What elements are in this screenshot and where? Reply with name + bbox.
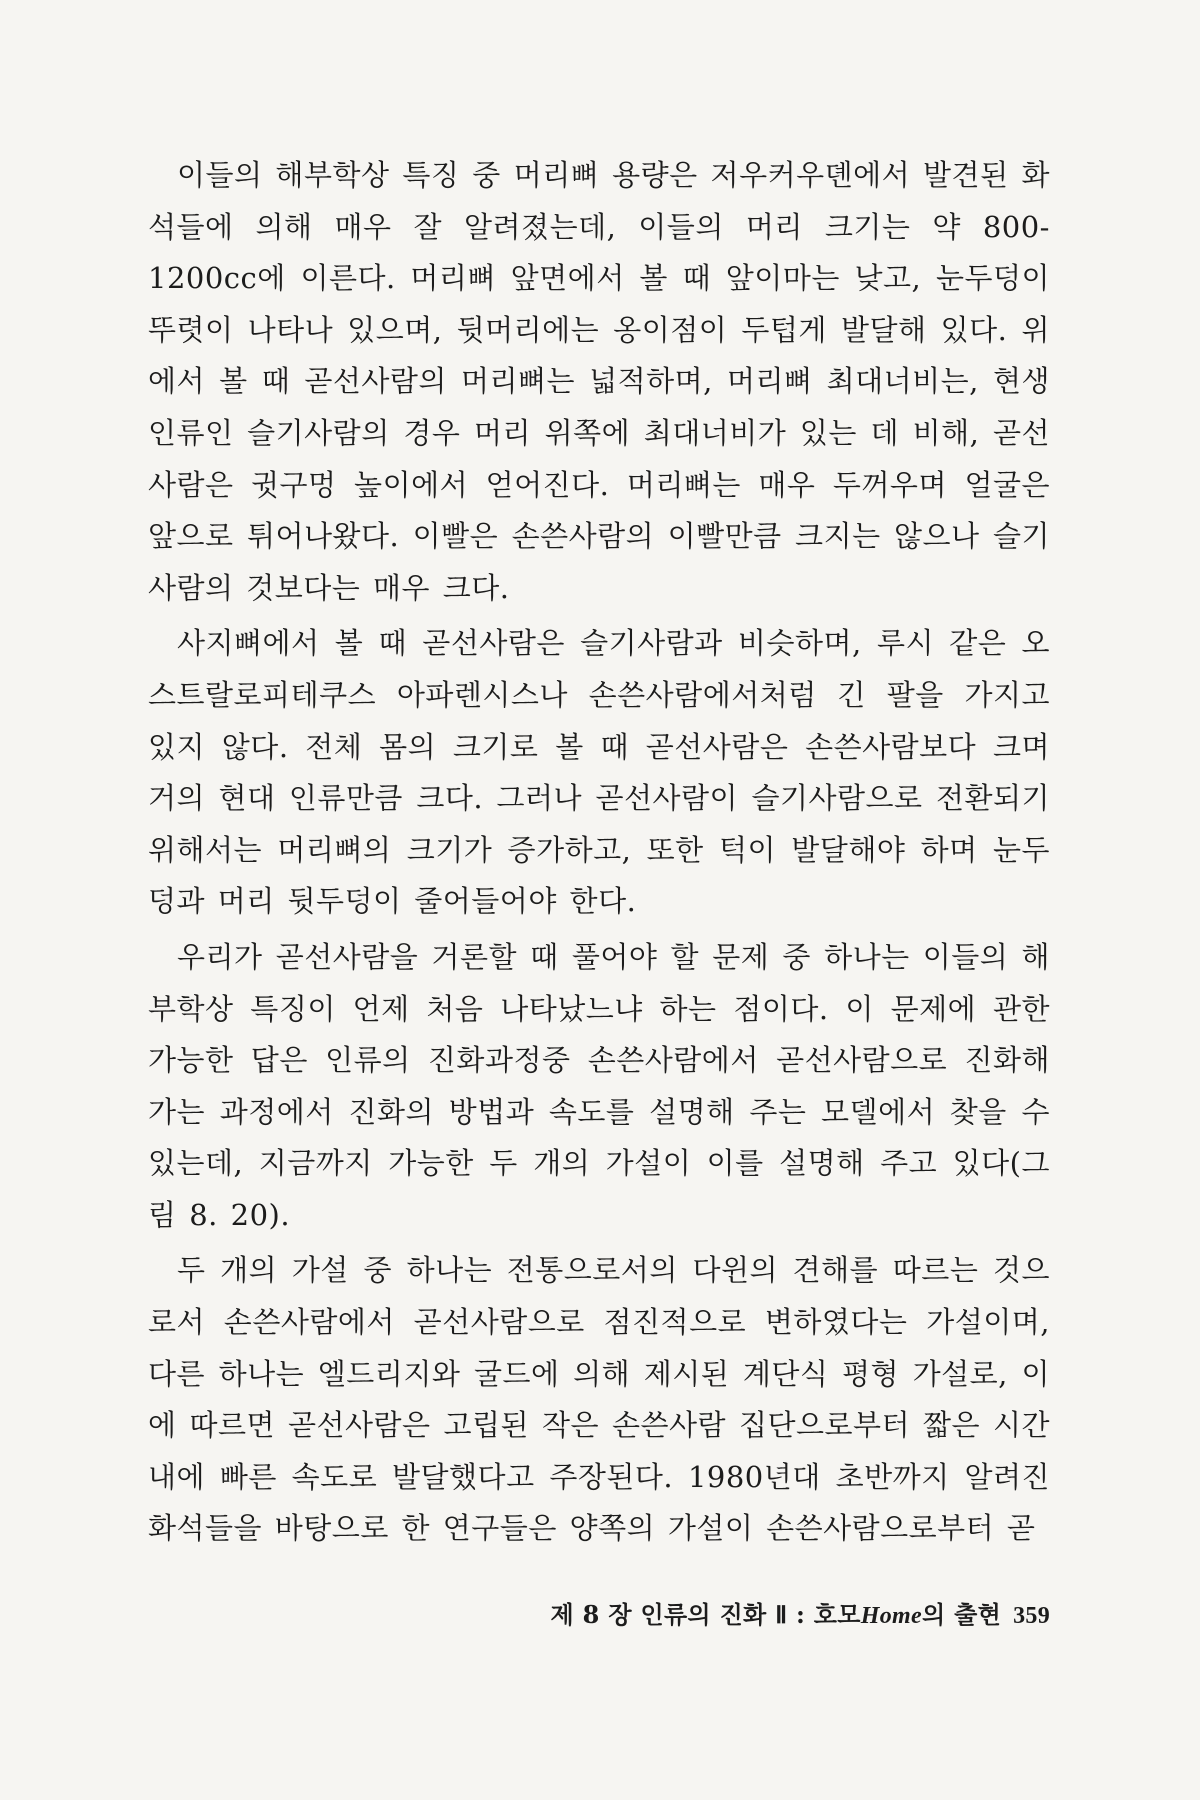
footer-title-suffix: 의 출현	[921, 1600, 1002, 1629]
footer-chapter: 제 8 장 인류의 진화	[550, 1600, 776, 1629]
page-number: 359	[1013, 1603, 1050, 1629]
footer-title-italic: Home	[860, 1603, 922, 1629]
paragraph-3: 우리가 곧선사람을 거론할 때 풀어야 할 문제 중 하나는 이들의 해부학상 특징이 언제 처음 나타났느냐 하는 점이다. 이 문제에 관한 가능한 답은 인류의 진화과정중 손쓴사람에서 곧선사람으로 진화해 가는 과정에서 진화의 방법과 속도를 설명해 주는 모델에서 찾을 수 있는데, 지금까지 가능한 두 개의 가설이 이를 설명해 주고 있다(그림 8. 20).	[148, 939, 1050, 1232]
footer-part-roman: Ⅱ	[775, 1603, 788, 1629]
running-footer	[551, 1595, 1050, 1630]
paragraph-1: 이들의 해부학상 특징 중 머리뼈 용량은 저우커우뎬에서 발견된 화석들에 의해 매우 잘 알려졌는데, 이들의 머리 크기는 약 800-1200cc에 이른다. 머리뼈 앞면에서 볼 때 앞이마는 낮고, 눈두덩이 뚜렷이 나타나 있으며, 뒷머리에는 옹이점이 두텁게 발달해 있다. 위에서 볼 때 곧선사람의 머리뼈는 넓적하며, 머리뼈 최대너비는, 현생인류인 슬기사람의 경우 머리 위쪽에 최대너비가 있는 데 비해, 곧선사람은 귓구멍 높이에서 얻어진다. 머리뼈는 매우 두꺼우며 얼굴은 앞으로 튀어나왔다. 이빨은 손쓴사람의 이빨만큼 크지는 않으나 슬기사람의 것보다는 매우 크다.	[148, 158, 1050, 605]
book-page	[148, 150, 1050, 1630]
footer-separator: : 호모	[787, 1600, 861, 1629]
paragraph-2: 사지뼈에서 볼 때 곧선사람은 슬기사람과 비슷하며, 루시 같은 오스트랄로피테쿠스 아파렌시스나 손쓴사람에서처럼 긴 팔을 가지고 있지 않다. 전체 몸의 크기로 볼 때 곧선사람은 손쓴사람보다 크며 거의 현대 인류만큼 크다. 그러나 곧선사람이 슬기사람으로 전환되기 위해서는 머리뼈의 크기가 증가하고, 또한 턱이 발달해야 하며 눈두덩과 머리 뒷두덩이 줄어들어야 한다.	[148, 626, 1050, 919]
paragraph-4: 두 개의 가설 중 하나는 전통으로서의 다윈의 견해를 따르는 것으로서 손쓴사람에서 곧선사람으로 점진적으로 변하였다는 가설이며, 다른 하나는 엘드리지와 굴드에 의해 제시된 계단식 평형 가설로, 이에 따르면 곧선사람은 고립된 작은 손쓴사람 집단으로부터 짧은 시간 내에 빠른 속도로 발달했다고 주장된다. 1980년대 초반까지 알려진 화석들을 바탕으로 한 연구들은 양쪽의 가설이 손쓴사람으로부터 곧	[148, 1253, 1050, 1546]
